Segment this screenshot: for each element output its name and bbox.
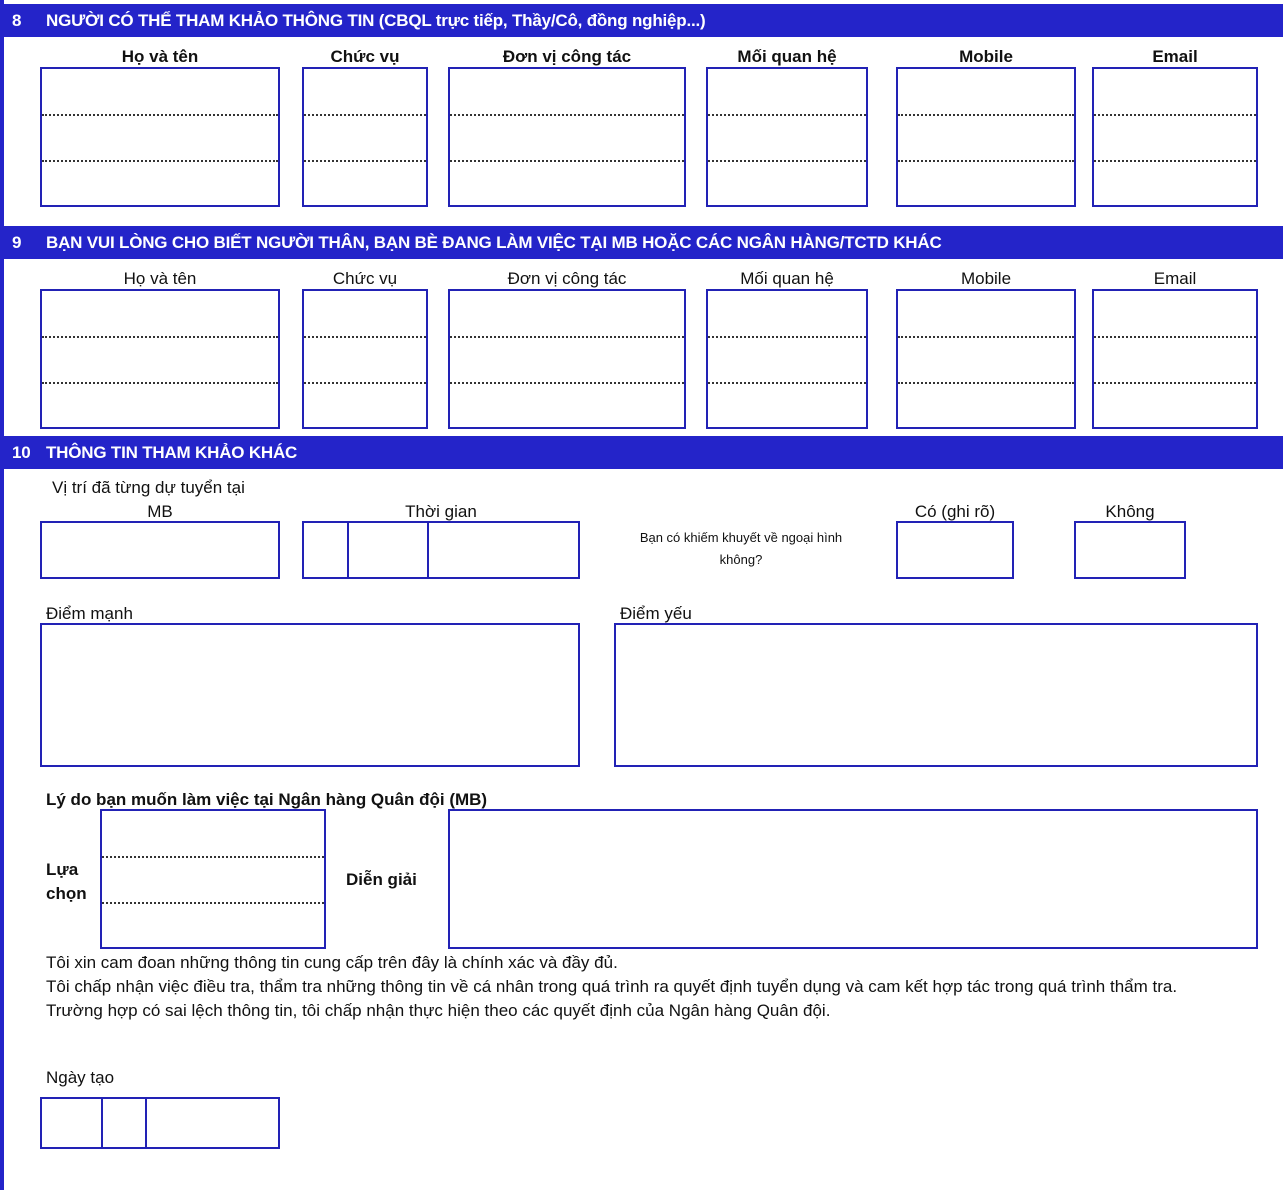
- s8-col-mobile: Mobile: [959, 47, 1013, 66]
- disability-question: Bạn có khiếm khuyết về ngoại hình không?: [639, 530, 843, 567]
- section-8-header: [4, 4, 1283, 37]
- s9-relation-field[interactable]: [706, 289, 868, 429]
- s8-col-email: Email: [1152, 47, 1198, 66]
- weaknesses-label: Điểm yếu: [620, 604, 692, 623]
- yes-field[interactable]: [896, 521, 1014, 579]
- s9-col-name: Họ và tên: [123, 269, 197, 288]
- choice-label: Lựa chọn: [46, 860, 87, 903]
- section-9-number: 9: [12, 233, 22, 252]
- section-10-header: [4, 436, 1283, 469]
- explain-label: Diễn giải: [346, 870, 417, 889]
- prev-position-label: Vị trí đã từng dự tuyển tại: [52, 478, 245, 497]
- s9-col-email: Email: [1153, 269, 1197, 288]
- s9-mobile-field[interactable]: [896, 289, 1076, 429]
- s8-email-field[interactable]: [1092, 67, 1258, 207]
- choice-field[interactable]: [100, 809, 326, 949]
- s8-col-name: Họ và tên: [121, 47, 199, 66]
- no-label: Không: [1105, 502, 1155, 521]
- s8-title-field[interactable]: [302, 67, 428, 207]
- s9-col-mobile: Mobile: [960, 269, 1012, 288]
- s9-title-field[interactable]: [302, 289, 428, 429]
- section-8-title: NGƯỜI CÓ THỂ THAM KHẢO THÔNG TIN (CBQL trực tiếp, Thầy/Cô, đồng nghiệp...): [46, 11, 706, 30]
- section-10-number: 10: [12, 443, 31, 462]
- s9-col-title: Chức vụ: [332, 269, 398, 288]
- created-date-field[interactable]: [40, 1097, 280, 1149]
- s8-col-title: Chức vụ: [330, 47, 400, 66]
- section-9-header: [4, 226, 1283, 259]
- section-10-title: THÔNG TIN THAM KHẢO KHÁC: [46, 443, 298, 462]
- s8-mobile-field[interactable]: [896, 67, 1076, 207]
- time-field[interactable]: [302, 521, 580, 579]
- left-border: [0, 0, 4, 1190]
- declaration-line-1: Tôi xin cam đoan những thông tin cung cấp trên đây là chính xác và đầy đủ.: [46, 953, 618, 972]
- explain-field[interactable]: [448, 809, 1258, 949]
- declaration-line-2: Tôi chấp nhận việc điều tra, thẩm tra những thông tin về cá nhân trong quá trình ra quyết định tuyển dụng và cam kết hợp tác trong quá trình thẩm tra.: [46, 977, 1178, 996]
- time-label: Thời gian: [405, 502, 477, 521]
- declaration-text: [46, 951, 1246, 1023]
- s8-col-relation: Mối quan hệ: [737, 47, 837, 66]
- s9-org-field[interactable]: [448, 289, 686, 429]
- strengths-label: Điểm mạnh: [46, 604, 133, 623]
- created-date-label: Ngày tạo: [46, 1068, 115, 1087]
- s8-org-field[interactable]: [448, 67, 686, 207]
- weaknesses-field[interactable]: [614, 623, 1258, 767]
- s9-name-field[interactable]: [40, 289, 280, 429]
- s9-col-org: Đơn vị công tác: [507, 269, 627, 288]
- prev-position-field[interactable]: [40, 521, 280, 579]
- s9-email-field[interactable]: [1092, 289, 1258, 429]
- declaration-line-3: Trường hợp có sai lệch thông tin, tôi chấp nhận thực hiện theo các quyết định của Ngân hàng Quân đội.: [46, 1001, 831, 1020]
- yes-label: Có (ghi rõ): [914, 502, 996, 521]
- no-field[interactable]: [1074, 521, 1186, 579]
- reason-label: Lý do bạn muốn làm việc tại Ngân hàng Quân đội (MB): [46, 790, 488, 809]
- strengths-field[interactable]: [40, 623, 580, 767]
- section-8-number: 8: [12, 11, 22, 30]
- prev-position-label-mb: MB: [147, 502, 173, 521]
- s8-name-field[interactable]: [40, 67, 280, 207]
- s9-col-relation: Mối quan hệ: [740, 269, 834, 288]
- s8-col-org: Đơn vị công tác: [502, 47, 632, 66]
- s8-relation-field[interactable]: [706, 67, 868, 207]
- section-9-title: BẠN VUI LÒNG CHO BIẾT NGƯỜI THÂN, BẠN BÈ ĐANG LÀM VIỆC TẠI MB HOẶC CÁC NGÂN HÀNG/TCTD KHÁC: [46, 233, 942, 252]
